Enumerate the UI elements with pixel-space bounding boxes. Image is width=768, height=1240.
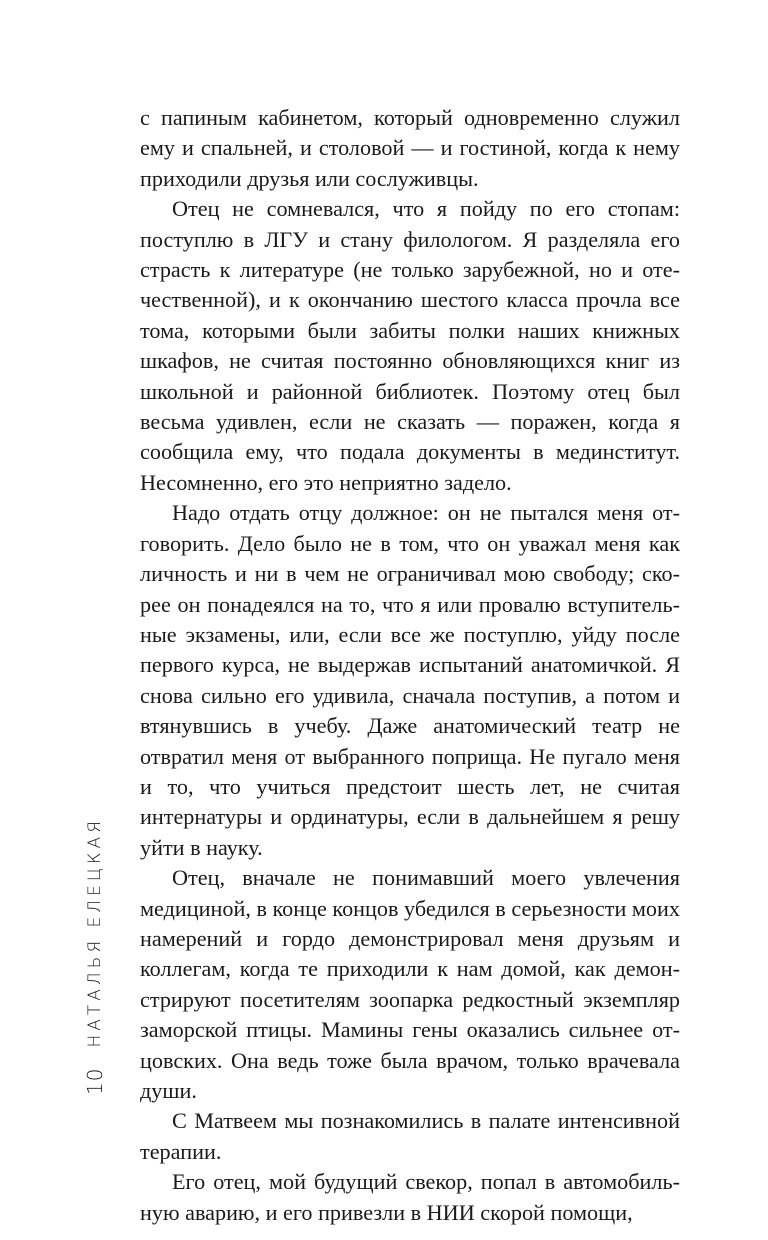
paragraph-3: Надо отдать отцу должное: он не пытался меня отговорить. Дело было не в том, что он уважал меня как личность и ни в чем не ограничивал мою свободу; скорее он понадеялся на то, что я или провалю вступительные экзамены, или, если все же поступлю, уйду после первого курса, не выдержав испытаний анатомичкой. Я снова сильно его удивила, сначала поступив, а потом и втянувшись в учебу. Даже анатомический театр не отвратил меня от выбранного поприща. Не пугало меня и то, что учиться предстоит шесть лет, не считая интернатуры и ординатуры, если в дальнейшем я решу уйти в науку. xyxy=(140,500,680,860)
paragraph-6: Его отец, мой будущий свекор, попал в автомобильную аварию, и его привезли в НИИ скорой помощи, xyxy=(140,1169,680,1225)
author-name: НАТАЛЬЯ ЕЛЕЦКАЯ xyxy=(85,817,105,1048)
paragraph-1: с папиным кабинетом, который одновременно служил ему и спальней, и столовой — и гостиной, когда к нему приходили друзья или сослуживцы. xyxy=(140,105,680,191)
paragraph-2: Отец не сомневался, что я пойду по его стопам: поступлю в ЛГУ и стану филологом. Я разделяла его страсть к литературе (не только зарубежной, но и отечественной), и к окончанию шестого класса прочла все тома, которыми были забиты полки наших книжных шкафов, не считая постоянно обновляющихся книг из школьной и районной библиотек. Поэтому отец был весьма удивлен, если не сказать — поражен, когда я сообщила ему, что подала документы в мединститут. Несомненно, его это неприятно задело. xyxy=(140,196,680,495)
running-head xyxy=(82,735,108,1095)
main-text xyxy=(140,103,680,1228)
page-number: 10 xyxy=(83,1067,107,1095)
paragraph-5: С Матвеем мы познакомились в палате интенсивной терапии. xyxy=(140,1108,680,1164)
paragraph-4: Отец, вначале не понимавший моего увлечения медициной, в конце концов убедился в серьезности моих намерений и гордо демонстрировал меня друзьям и коллегам, когда те приходили к нам домой, как демонстрируют посетителям зоопарка редкостный экземпляр заморской птицы. Мамины гены оказались сильнее отцовских. Она ведь тоже была врачом, только врачевала души. xyxy=(140,865,680,1103)
